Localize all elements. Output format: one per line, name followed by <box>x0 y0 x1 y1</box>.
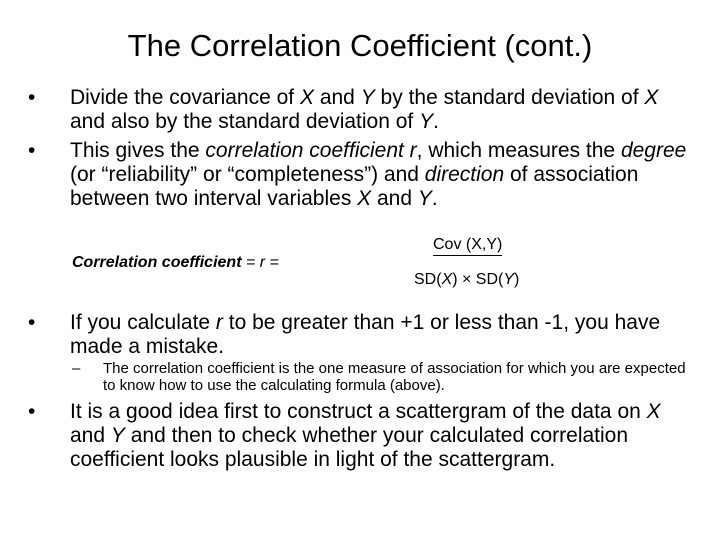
plain-text: of association between two interval variables <box>70 163 639 210</box>
emphasis-text: degree <box>620 139 687 162</box>
bullet-item <box>28 139 688 211</box>
formula-denominator <box>414 271 519 289</box>
plain-text: . <box>431 187 438 210</box>
emphasis-text: X <box>299 86 314 109</box>
bullet-marker: • <box>28 311 36 334</box>
emphasis-text: X <box>644 86 659 109</box>
emphasis-text: correlation coefficient r <box>205 139 417 162</box>
plain-text: to be greater than +1 or less than -1, you have made a mistake. <box>70 311 661 358</box>
sub-bullet-text: The correlation coefficient is the one measure of association for which you are expected to know how to use the calculating formula (above). <box>103 360 686 394</box>
emphasis-text: Y <box>503 271 515 288</box>
plain-text: and <box>70 424 111 447</box>
plain-text: It is a good idea first to construct a scattergram of the data on <box>70 400 647 423</box>
bullet-text <box>70 139 688 211</box>
formula-equals: = <box>245 254 256 271</box>
bullet-marker: • <box>28 400 36 423</box>
slide-title: The Correlation Coefficient (cont.) <box>127 28 593 63</box>
sub-bullet-item <box>72 360 692 394</box>
formula-label-text: Correlation coefficient <box>72 254 242 271</box>
emphasis-text: Y <box>419 110 434 133</box>
plain-text: , which measures the <box>416 139 621 162</box>
bullet-item <box>28 400 688 472</box>
emphasis-text: X <box>646 400 661 423</box>
plain-text: and <box>313 86 361 109</box>
plain-text: ) × SD( <box>452 271 504 288</box>
plain-text: ) <box>514 271 520 288</box>
emphasis-text: Y <box>110 424 125 447</box>
bullet-marker: • <box>28 86 36 109</box>
emphasis-text: r <box>215 311 223 334</box>
plain-text: SD( <box>414 271 442 288</box>
bullet-item <box>28 311 688 359</box>
formula-equals-2: = <box>269 254 279 271</box>
plain-text: and <box>371 187 418 210</box>
emphasis-text: X <box>357 187 372 210</box>
bullet-marker: • <box>28 139 36 162</box>
plain-text: (or “reliability” or “completeness”) and <box>70 163 425 186</box>
sub-bullet-marker: – <box>72 360 81 377</box>
bullet-text <box>70 86 688 134</box>
plain-text: If you calculate <box>70 311 216 334</box>
plain-text: and then to check whether your calculated correlation coefficient looks plausible in light of the scattergram. <box>70 424 629 471</box>
bullet-text <box>70 311 688 359</box>
plain-text: Divide the covariance of <box>70 86 300 109</box>
emphasis-text: X <box>441 271 453 288</box>
formula-r: r <box>259 254 266 271</box>
formula-numerator: Cov (X,Y) <box>433 236 502 256</box>
emphasis-text: Y <box>360 86 375 109</box>
formula-label <box>72 254 279 272</box>
bullet-text <box>70 400 688 472</box>
emphasis-text: direction <box>424 163 505 186</box>
plain-text: by the standard deviation of <box>374 86 645 109</box>
plain-text: and also by the standard deviation of <box>70 110 420 133</box>
plain-text: This gives the <box>70 139 206 162</box>
plain-text: . <box>433 110 439 133</box>
bullet-item <box>28 86 688 134</box>
emphasis-text: Y <box>417 187 432 210</box>
